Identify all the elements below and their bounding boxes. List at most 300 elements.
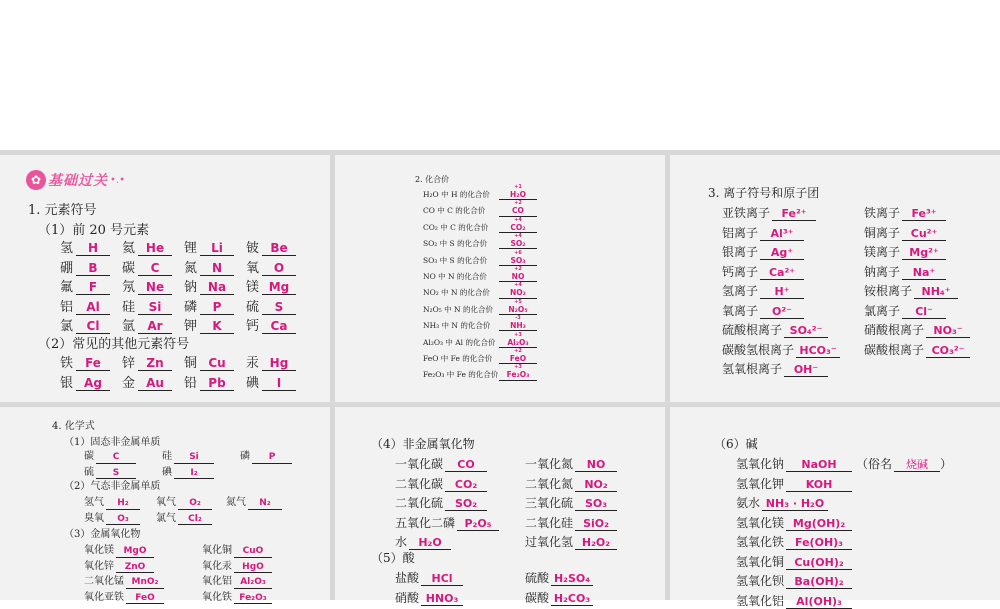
element-entry (122, 296, 184, 315)
formula-answer: CuO (234, 547, 272, 558)
oxidation-number: +6 (514, 249, 522, 256)
valence-formula: NO (511, 272, 525, 281)
valence-question: Fe₂O₃ 中 Fe 的化合价 (423, 370, 499, 380)
element-name: 氦 (122, 241, 136, 256)
valence-formula: CO (512, 206, 524, 216)
valence-answer (499, 233, 537, 249)
formula-entry (84, 572, 164, 589)
element-symbol-answer: He (138, 242, 172, 256)
formula-entry (162, 463, 214, 480)
swan-logo-icon: ✿ (26, 170, 46, 190)
element-symbol-answer: F (76, 281, 110, 295)
substance-name: 碳酸 (525, 590, 550, 605)
element-entry (246, 237, 308, 256)
ion-symbol-answer: OH⁻ (784, 364, 828, 377)
formula-entry (525, 475, 617, 492)
ion-entry (722, 302, 804, 319)
valence-answer (499, 348, 537, 364)
substance-name: 氨水 (736, 496, 761, 510)
formula-entry (395, 475, 487, 492)
element-name: 锂 (184, 241, 198, 256)
valence-question: NH₃ 中 N 的化合价 (423, 321, 491, 331)
substance-name: 氢气 (84, 497, 104, 508)
element-name: 银 (60, 375, 74, 391)
element-entry (60, 296, 122, 315)
valence-question: H₂O 中 H 的化合价 (423, 190, 490, 199)
panel-element-symbols (0, 155, 330, 402)
substance-name: 氮气 (226, 497, 246, 508)
valence-formula: SO₂ (510, 239, 526, 249)
substance-name: 氧化铝 (202, 576, 232, 587)
formula-answer: Mg(OH)₂ (786, 518, 852, 531)
formula-entry (395, 514, 499, 531)
valence-answer (499, 315, 537, 331)
valence-question: N₂O₅ 中 N 的化合价 (423, 304, 493, 314)
formula-answer: NO (575, 459, 617, 472)
valence-answer (499, 216, 537, 233)
element-name: 铍 (246, 241, 260, 256)
element-entry (184, 352, 246, 371)
element-name: 氧 (246, 260, 260, 276)
element-name: 铁 (60, 356, 74, 371)
substance-name: 硫 (84, 466, 94, 478)
valence-question: SO₂ 中 S 的化合价 (423, 239, 488, 249)
formula-entry (84, 509, 140, 526)
substance-name: 二氧化硅 (525, 515, 574, 530)
valence-row (423, 216, 537, 233)
valence-question: Al₂O₃ 中 Al 的化合价 (423, 337, 496, 347)
formula-answer: I₂ (174, 469, 214, 480)
formula-entry (84, 557, 154, 574)
ion-name: 碳酸根离子 (864, 342, 925, 357)
subsection-heading: （6）碱 (714, 437, 758, 451)
formula-entry (525, 589, 593, 606)
valence-formula: NO₂ (510, 288, 526, 298)
element-entry (122, 237, 184, 256)
substance-name: 氢氧化钾 (736, 476, 785, 491)
substance-name: 水 (395, 535, 408, 549)
formula-answer: Cl₂ (178, 515, 212, 526)
valence-question: CO₂ 中 C 的化合价 (423, 222, 489, 232)
ion-symbol-answer: Cl⁻ (902, 306, 946, 319)
ion-symbol-answer: SO₄²⁻ (784, 325, 828, 338)
base-entry (736, 572, 852, 589)
element-row (60, 276, 308, 295)
substance-name: 盐酸 (395, 571, 420, 585)
element-name: 钙 (246, 319, 260, 334)
formula-entry (202, 557, 272, 574)
ion-name: 氧离子 (722, 303, 759, 318)
formula-answer: Si (174, 453, 214, 464)
ion-entry (864, 321, 970, 338)
element-name: 氩 (122, 319, 136, 334)
element-symbol-answer: N (200, 262, 234, 276)
element-entry (246, 352, 308, 371)
valence-answer (499, 364, 537, 380)
ion-entry (864, 341, 970, 358)
formula-answer: P₂O₅ (457, 518, 499, 531)
valence-formula: N₂O₅ (508, 304, 528, 314)
ion-entry (722, 204, 816, 221)
oxidation-number: +2 (514, 266, 522, 272)
panel-bases (670, 407, 1000, 608)
element-entry (122, 257, 184, 276)
valence-answer (499, 200, 537, 216)
formula-answer: ZnO (116, 563, 154, 574)
formula-answer: MnO₂ (126, 578, 164, 589)
ion-entry (722, 224, 804, 241)
element-symbol-answer: Si (138, 301, 172, 315)
ion-entry (864, 204, 946, 221)
formula-answer: SO₂ (445, 498, 487, 511)
ion-symbol-answer: NH₄⁺ (914, 286, 958, 299)
formula-entry (84, 541, 154, 558)
element-row (60, 315, 308, 334)
valence-row (423, 331, 537, 348)
ion-symbol-answer: Fe²⁺ (772, 208, 816, 221)
substance-name: 氢氧化铝 (736, 593, 785, 608)
element-name: 铝 (60, 299, 74, 315)
subsection-heading: （2）常见的其他元素符号 (38, 337, 190, 352)
section-heading: 1. 元素符号 (28, 203, 97, 218)
element-name: 硼 (60, 260, 74, 276)
formula-entry (525, 569, 593, 586)
ion-symbol-answer: Ca²⁺ (760, 267, 804, 280)
element-symbol-answer: Cu (200, 357, 234, 371)
panel-ions (670, 155, 1000, 402)
valence-question: FeO 中 Fe 的化合价 (423, 354, 493, 363)
formula-answer: CO (445, 459, 487, 472)
element-entry (122, 276, 184, 295)
formula-answer: Cu(OH)₂ (786, 557, 852, 570)
element-symbol-answer: Ca (262, 320, 296, 334)
ion-entry (864, 224, 946, 241)
formula-answer: HCl (421, 573, 463, 586)
formula-entry (202, 572, 272, 589)
ion-symbol-answer: H⁺ (760, 286, 804, 299)
valence-question: SO₃ 中 S 的化合价 (423, 255, 488, 265)
valence-row (423, 184, 537, 200)
formula-answer: Ba(OH)₂ (786, 576, 852, 589)
common-name-label: （俗名 (856, 457, 893, 471)
element-name: 钾 (184, 319, 198, 334)
ion-name: 氢离子 (722, 284, 759, 298)
element-symbol-answer: H (76, 242, 110, 256)
base-entry (736, 475, 852, 492)
subsection-heading: （5）酸 (371, 551, 415, 565)
element-row (60, 352, 308, 371)
formula-entry (156, 493, 212, 510)
element-name: 锌 (122, 356, 136, 371)
oxidation-number: +3 (514, 364, 522, 371)
element-entry (246, 276, 308, 295)
base-entry (736, 494, 828, 511)
ion-name: 硫酸根离子 (722, 323, 783, 337)
element-name: 氯 (60, 319, 74, 334)
element-symbol-answer: C (138, 262, 172, 276)
substance-name: 氢氧化镁 (736, 515, 785, 530)
ion-symbol-answer: Cu²⁺ (902, 228, 946, 241)
element-symbol-answer: O (262, 262, 296, 276)
oxidation-number: +4 (514, 216, 522, 223)
oxidation-number: -3 (515, 315, 521, 322)
formula-entry (202, 588, 272, 605)
substance-name: 臭氧 (84, 512, 104, 524)
common-name-close: ） (940, 457, 953, 471)
element-row (60, 237, 308, 256)
substance-name: 氯气 (156, 512, 176, 524)
subsection-heading: （2）气态非金属单质 (64, 481, 161, 492)
valence-formula: H₂O (510, 190, 526, 199)
element-row (60, 257, 308, 276)
formula-answer: O₂ (178, 499, 212, 510)
element-entry (184, 237, 246, 256)
banner-title: 基础过关 (48, 173, 108, 189)
substance-name: 一氧化碳 (395, 457, 444, 471)
formula-entry (525, 455, 617, 472)
element-entry (246, 315, 308, 334)
ion-name: 铵根离子 (864, 284, 913, 298)
substance-name: 过氧化氢 (525, 535, 574, 549)
element-entry (246, 372, 308, 391)
element-name: 碘 (246, 375, 260, 391)
base-entry (736, 455, 952, 472)
element-row (60, 296, 308, 315)
formula-answer: O₃ (106, 515, 140, 526)
formula-entry (525, 533, 617, 550)
element-entry (60, 257, 122, 276)
element-entry (184, 372, 246, 391)
subsection-heading: （3）金属氧化物 (64, 529, 141, 540)
substance-name: 碳 (84, 451, 94, 462)
ion-name: 钙离子 (722, 264, 759, 279)
banner-dots-icon: •.• (110, 174, 125, 186)
substance-name: 氢氧化铜 (736, 554, 785, 569)
panel-valence (335, 155, 665, 402)
oxidation-number: +5 (514, 298, 522, 305)
ion-entry (864, 243, 946, 260)
formula-answer: CO₂ (445, 479, 487, 492)
element-name: 氖 (122, 280, 136, 295)
element-symbol-answer: Mg (262, 281, 296, 295)
formula-entry (395, 494, 487, 511)
element-entry (184, 257, 246, 276)
element-symbol-answer: K (200, 320, 234, 334)
element-name: 氢 (60, 241, 74, 256)
ion-name: 氢氧根离子 (722, 362, 783, 376)
substance-name: 五氧化二磷 (395, 515, 456, 530)
substance-name: 二氧化氮 (525, 476, 574, 491)
ion-entry (722, 360, 828, 377)
slide-grid (0, 150, 1000, 608)
substance-name: 碘 (162, 466, 172, 478)
element-row (60, 372, 308, 391)
element-symbol-answer: Li (200, 242, 234, 256)
element-entry (60, 372, 122, 391)
valence-formula: CO₂ (510, 222, 526, 232)
element-entry (60, 276, 122, 295)
formula-answer: SO₃ (575, 498, 617, 511)
base-entry (736, 514, 852, 531)
formula-entry (156, 509, 212, 526)
valence-row (423, 298, 537, 315)
element-symbol-answer: P (200, 301, 234, 315)
element-entry (122, 315, 184, 334)
valence-question: NO₂ 中 N 的化合价 (423, 288, 490, 298)
element-entry (122, 372, 184, 391)
formula-entry (162, 447, 214, 464)
valence-formula: Al₂O₃ (507, 337, 529, 347)
element-symbol-answer: Hg (262, 357, 296, 371)
substance-name: 氢氧化铁 (736, 535, 785, 549)
valence-answer (499, 331, 537, 348)
formula-answer: Fe₂O₃ (234, 594, 272, 605)
element-name: 硫 (246, 299, 260, 315)
formula-answer: N₂ (248, 499, 282, 510)
formula-entry (525, 514, 617, 531)
element-symbol-answer: Ne (138, 281, 172, 295)
subsection-heading: （1）固态非金属单质 (64, 437, 161, 448)
ion-symbol-answer: Na⁺ (902, 267, 946, 280)
element-name: 镁 (246, 280, 260, 295)
valence-answer (499, 298, 537, 315)
element-name: 铜 (184, 356, 198, 371)
element-symbol-answer: Be (262, 242, 296, 256)
element-name: 铅 (184, 375, 198, 391)
formula-entry (84, 493, 140, 510)
formula-answer: Al₂O₃ (234, 578, 272, 589)
substance-name: 氧气 (156, 497, 176, 508)
ion-name: 铁离子 (864, 206, 901, 220)
subsection-heading: （4）非金属氧化物 (371, 437, 475, 451)
element-symbol-answer: Au (138, 377, 172, 391)
section-banner (26, 169, 125, 191)
common-name-answer: 烧碱 (894, 459, 940, 472)
formula-answer: KOH (786, 479, 852, 492)
ion-name: 碳酸氢根离子 (722, 342, 795, 357)
ion-name: 亚铁离子 (722, 206, 771, 220)
formula-answer: FeO (126, 594, 164, 605)
ion-entry (722, 263, 804, 280)
ion-symbol-answer: Mg²⁺ (902, 247, 946, 260)
subsection-heading: （1）前 20 号元素 (38, 223, 150, 238)
valence-answer (499, 282, 537, 298)
element-entry (246, 257, 308, 276)
oxidation-number: +2 (514, 200, 522, 207)
ion-name: 硝酸根离子 (864, 323, 925, 337)
substance-name: 一氧化氮 (525, 457, 574, 471)
element-entry (246, 296, 308, 315)
ion-name: 银离子 (722, 245, 759, 259)
ion-entry (864, 282, 958, 299)
valence-row (423, 315, 537, 331)
element-symbol-answer: Al (76, 301, 110, 315)
substance-name: 二氧化锰 (84, 576, 124, 587)
formula-answer: NH₃ · H₂O (762, 498, 828, 511)
base-entry (736, 592, 852, 609)
valence-formula: NH₃ (510, 321, 526, 331)
ion-entry (722, 282, 804, 299)
ion-entry (864, 263, 946, 280)
substance-name: 二氧化碳 (395, 476, 444, 491)
element-name: 碳 (122, 260, 136, 276)
element-symbol-answer: Cl (76, 320, 110, 334)
substance-name: 氧化铁 (202, 591, 232, 603)
formula-entry (202, 541, 272, 558)
element-symbol-answer: S (262, 301, 296, 315)
valence-row (423, 233, 537, 249)
blank-top-area (0, 0, 1000, 150)
base-entry (736, 553, 852, 570)
substance-name: 氢氧化钠 (736, 457, 785, 471)
element-name: 磷 (184, 299, 198, 315)
ion-name: 铜离子 (864, 225, 901, 240)
valence-question: CO 中 C 的化合价 (423, 206, 486, 216)
formula-answer: Al(OH)₃ (786, 596, 852, 609)
substance-name: 氧化铜 (202, 545, 232, 556)
substance-name: 氢氧化钡 (736, 574, 785, 588)
valence-answer (499, 249, 537, 266)
oxidation-number: +2 (514, 348, 522, 354)
element-symbol-answer: I (262, 377, 296, 391)
substance-name: 氧化汞 (202, 560, 232, 572)
formula-answer: Fe(OH)₃ (786, 537, 852, 550)
substance-name: 二氧化硫 (395, 496, 444, 510)
formula-entry (226, 493, 282, 510)
element-symbol-answer: Zn (138, 357, 172, 371)
base-entry (736, 533, 852, 550)
formula-entry (84, 588, 164, 605)
oxidation-number: +4 (514, 233, 522, 240)
formula-entry (395, 589, 463, 606)
ion-symbol-answer: CO₃²⁻ (926, 345, 970, 358)
element-entry (122, 352, 184, 371)
formula-answer: C (96, 453, 136, 464)
ion-name: 钠离子 (864, 264, 901, 279)
panel-nonmetal-oxides (335, 407, 665, 605)
element-symbol-answer: Fe (76, 357, 110, 371)
element-symbol-answer: Ag (76, 377, 110, 391)
valence-formula: SO₃ (510, 255, 526, 265)
formula-answer: SiO₂ (575, 518, 617, 531)
ion-symbol-answer: Fe³⁺ (902, 208, 946, 221)
ion-name: 铝离子 (722, 225, 759, 240)
valence-row (423, 282, 537, 298)
substance-name: 硅 (162, 451, 172, 462)
element-name: 钠 (184, 280, 198, 295)
formula-answer: NO₂ (575, 479, 617, 492)
section-heading: 4. 化学式 (52, 421, 95, 432)
ion-symbol-answer: Ag⁺ (760, 247, 804, 260)
element-entry (60, 315, 122, 334)
substance-name: 硫酸 (525, 571, 550, 585)
element-symbol-answer: Ar (138, 320, 172, 334)
element-symbol-answer: Na (200, 281, 234, 295)
element-entry (184, 276, 246, 295)
formula-entry (525, 494, 617, 511)
element-name: 硅 (122, 299, 136, 315)
formula-entry (84, 447, 136, 464)
ion-symbol-answer: O²⁻ (760, 306, 804, 319)
substance-name: 硝酸 (395, 590, 420, 605)
substance-name: 氧化亚铁 (84, 591, 124, 603)
ion-symbol-answer: NO₃⁻ (926, 325, 970, 338)
element-entry (60, 352, 122, 371)
element-entry (184, 296, 246, 315)
oxidation-number: +1 (514, 184, 522, 190)
valence-formula: FeO (509, 354, 527, 363)
formula-entry (395, 569, 463, 586)
